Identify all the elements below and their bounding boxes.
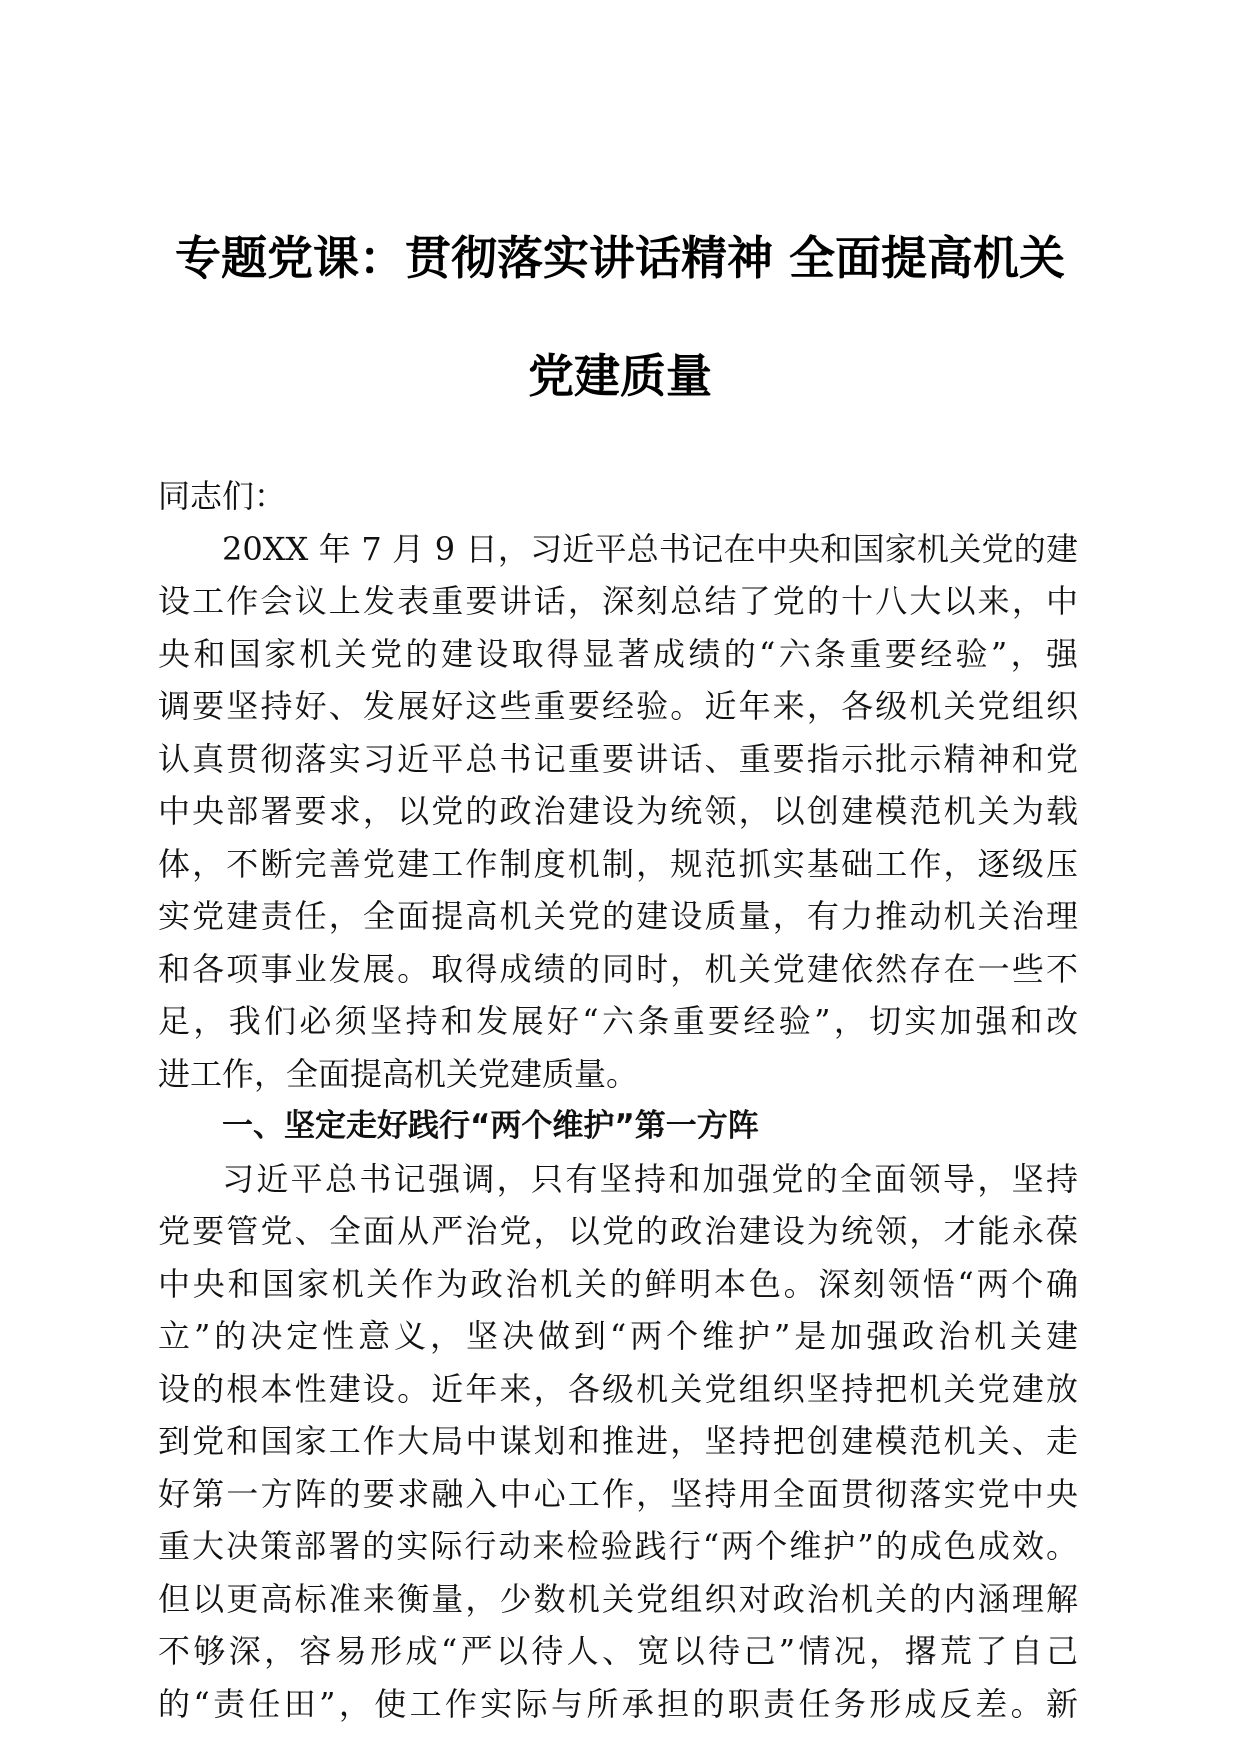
paragraph-line: 中央和国家机关作为政治机关的鲜明本色。深刻领悟“两个确 (158, 1264, 1078, 1303)
paragraph-line: 调要坚持好、发展好这些重要经验。近年来，各级机关党组织 (158, 687, 1078, 725)
paragraph-line: 央和国家机关党的建设取得显著成绩的“六条重要经验”，强 (158, 634, 1078, 673)
paragraph-line: 好第一方阵的要求融入中心工作，坚持用全面贯彻落实党中央 (158, 1474, 1078, 1513)
document-body (158, 470, 1078, 1730)
paragraph-line: 进工作，全面提高机关党建质量。 (158, 1054, 639, 1093)
paragraph-line: 足，我们必须坚持和发展好“六条重要经验”，切实加强和改 (158, 1002, 1078, 1040)
paragraph-line: 到党和国家工作大局中谋划和推进，坚持把创建模范机关、走 (158, 1422, 1078, 1460)
paragraph-line: 设工作会议上发表重要讲话，深刻总结了党的十八大以来，中 (158, 582, 1078, 620)
document-title-line-1: 专题党课：贯彻落实讲话精神 全面提高机关 (174, 231, 1065, 285)
paragraph-line: 中央部署要求，以党的政治建设为统领，以创建模范机关为载 (158, 792, 1078, 830)
paragraph-line: 习近平总书记强调，只有坚持和加强党的全面领导，坚持 (222, 1159, 1078, 1198)
paragraph-line: 党要管党、全面从严治党，以党的政治建设为统领，才能永葆 (158, 1212, 1078, 1250)
paragraph-line: 重大决策部署的实际行动来检验践行“两个维护”的成色成效。 (158, 1527, 1078, 1565)
salutation: 同志们： (158, 477, 287, 515)
paragraph-line: 但以更高标准来衡量，少数机关党组织对政治机关的内涵理解 (158, 1579, 1078, 1618)
section-heading: 一、坚定走好践行“两个维护”第一方阵 (222, 1108, 759, 1144)
paragraph-line: 20XX 年 7 月 9 日，习近平总书记在中央和国家机关党的建 (222, 529, 1078, 568)
paragraph-line: 实党建责任，全面提高机关党的建设质量，有力推动机关治理 (158, 897, 1078, 935)
paragraph-line: 立”的决定性意义，坚决做到“两个维护”是加强政治机关建 (158, 1317, 1078, 1355)
paragraph-line: 体，不断完善党建工作制度机制，规范抓实基础工作，逐级压 (158, 844, 1078, 883)
document-title-line-2: 党建质量 (528, 349, 712, 403)
paragraph-line: 和各项事业发展。取得成绩的同时，机关党建依然存在一些不 (158, 949, 1078, 988)
paragraph-line: 不够深，容易形成“严以待人、宽以待己”情况，撂荒了自己 (158, 1632, 1078, 1670)
paragraph-line: 设的根本性建设。近年来，各级机关党组织坚持把机关党建放 (158, 1369, 1078, 1408)
paragraph-line: 认真贯彻落实习近平总书记重要讲话、重要指示批示精神和党 (158, 739, 1078, 778)
paragraph-line: 的“责任田”，使工作实际与所承担的职责任务形成反差。新 (158, 1684, 1078, 1723)
